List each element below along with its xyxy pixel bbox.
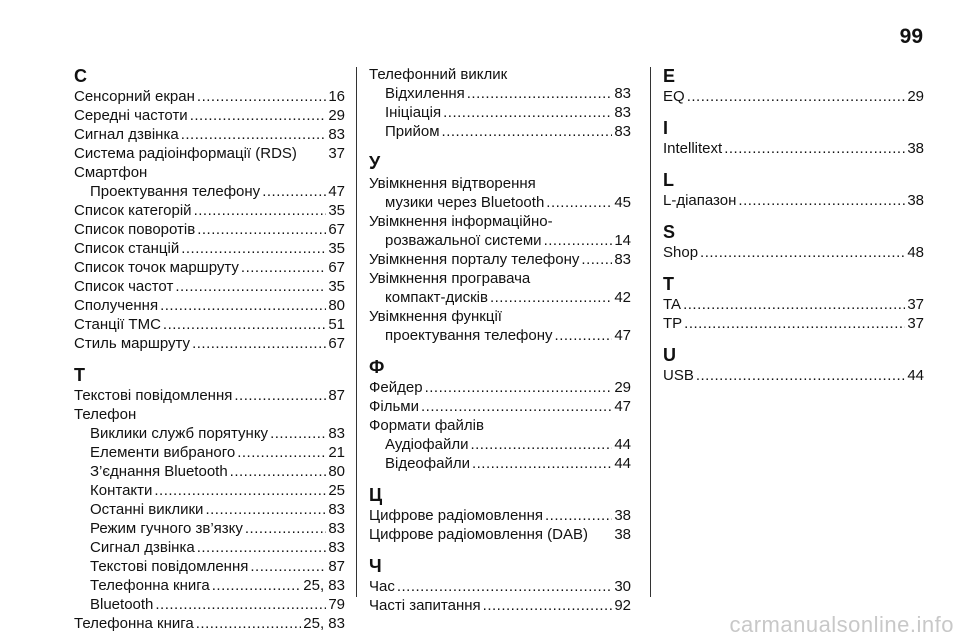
- index-entry: [369, 269, 631, 288]
- entry-page: 83: [328, 539, 345, 556]
- index-entry: [74, 144, 345, 163]
- section-letter: U: [663, 345, 676, 365]
- entry-page: 25, 83: [303, 615, 345, 632]
- entry-page: 80: [328, 297, 345, 314]
- entry-term: Фейдер: [369, 379, 423, 396]
- index-entry: [369, 65, 631, 84]
- dot-leader: [544, 231, 613, 250]
- index-subentry: [74, 462, 345, 481]
- section-letter: T: [663, 274, 674, 294]
- entry-page: 51: [328, 316, 345, 333]
- entry-term: Список точок маршруту: [74, 259, 239, 276]
- entry-page: 25: [328, 482, 345, 499]
- entry-term: Увімкнення відтворення: [369, 175, 536, 192]
- index-entry: [369, 397, 631, 416]
- entry-term: Цифрове радіомовлення (DAB): [369, 526, 588, 543]
- entry-term: L-діапазон: [663, 192, 737, 209]
- entry-term: Текстові повідомлення: [74, 387, 233, 404]
- entry-term: USB: [663, 367, 694, 384]
- dot-leader: [442, 122, 613, 141]
- index-entry: [369, 416, 631, 435]
- index-section: [663, 344, 924, 385]
- index-subentry: [369, 103, 631, 122]
- index-entry: [369, 506, 631, 525]
- dot-leader: [425, 378, 613, 397]
- dot-leader: [230, 462, 327, 481]
- entry-page: 29: [907, 88, 924, 105]
- entry-term: Прийом: [385, 123, 440, 140]
- entry-page: 29: [328, 107, 345, 124]
- entry-term: Телефон: [74, 406, 137, 423]
- index-entry: [74, 201, 345, 220]
- dot-leader: [483, 596, 613, 615]
- dot-leader: [175, 277, 326, 296]
- index-entry: [369, 525, 631, 544]
- entry-page: 21: [328, 444, 345, 461]
- dot-leader: [700, 243, 905, 262]
- dot-leader: [683, 295, 905, 314]
- column-divider: [356, 67, 357, 597]
- index-subentry: [369, 84, 631, 103]
- index-subentry: [74, 557, 345, 576]
- entry-term: компакт-дисків: [385, 289, 488, 306]
- dot-leader: [684, 314, 905, 333]
- index-section: [369, 356, 631, 473]
- entry-term: Фільми: [369, 398, 419, 415]
- entry-page: 38: [614, 507, 631, 524]
- watermark: carmanualsonline.info: [729, 612, 954, 637]
- entry-page: 67: [328, 259, 345, 276]
- entry-term: Режим гучного зв’язку: [90, 520, 243, 537]
- dot-leader: [181, 239, 326, 258]
- entry-term: Аудіофайли: [385, 436, 469, 453]
- entry-term: Сигнал дзвінка: [74, 126, 179, 143]
- entry-page: 92: [614, 597, 631, 614]
- entry-term: Цифрове радіомовлення: [369, 507, 543, 524]
- index-entry: [74, 405, 345, 424]
- entry-term: розважальної системи: [385, 232, 542, 249]
- dot-leader: [181, 125, 327, 144]
- entry-term: Увімкнення інформаційно-: [369, 213, 553, 230]
- entry-page: 35: [328, 240, 345, 257]
- dot-leader: [160, 296, 326, 315]
- dot-leader: [472, 454, 612, 473]
- dot-leader: [163, 315, 326, 334]
- dot-leader: [241, 258, 326, 277]
- section-letter: Ц: [369, 485, 383, 505]
- index-subentry: [74, 576, 345, 595]
- dot-leader: [237, 443, 326, 462]
- entry-page: 83: [328, 126, 345, 143]
- index-entry: [74, 334, 345, 353]
- section-letter: Т: [74, 365, 85, 385]
- entry-page: 38: [907, 192, 924, 209]
- entry-page: 44: [907, 367, 924, 384]
- entry-page: 87: [328, 558, 345, 575]
- index-entry: [369, 596, 631, 615]
- entry-page: 87: [328, 387, 345, 404]
- section-letter: I: [663, 118, 669, 138]
- index-subentry: [74, 500, 345, 519]
- section-letter: L: [663, 170, 674, 190]
- index-entry: [74, 125, 345, 144]
- entry-term: Часті запитання: [369, 597, 481, 614]
- entry-page: 38: [907, 140, 924, 157]
- index-entry: [663, 295, 924, 314]
- entry-term: Список категорій: [74, 202, 192, 219]
- index-entry: [74, 296, 345, 315]
- index-entry: [369, 250, 631, 269]
- dot-leader: [212, 576, 302, 595]
- index-subentry: [369, 435, 631, 454]
- dot-leader: [581, 250, 612, 269]
- entry-term: Список частот: [74, 278, 174, 295]
- entry-page: 35: [328, 202, 345, 219]
- index-entry: [74, 258, 345, 277]
- entry-term: Середні частоти: [74, 107, 188, 124]
- entry-term: Смартфон: [74, 164, 148, 181]
- entry-page: 67: [328, 335, 345, 352]
- entry-page: 83: [328, 425, 345, 442]
- index-subentry: [369, 193, 631, 212]
- entry-term: Intellitext: [663, 140, 723, 157]
- entry-page: 37: [907, 315, 924, 332]
- index-entry: [369, 212, 631, 231]
- index-subentry: [74, 424, 345, 443]
- index-subentry: [369, 122, 631, 141]
- entry-page: 47: [614, 398, 631, 415]
- dot-leader: [154, 481, 326, 500]
- dot-leader: [696, 366, 905, 385]
- dot-leader: [245, 519, 326, 538]
- dot-leader: [262, 182, 326, 201]
- entry-term: Проектування телефону: [90, 183, 261, 200]
- index-entry: [663, 87, 924, 106]
- index-entry: [74, 239, 345, 258]
- entry-term: Відхилення: [385, 85, 465, 102]
- index-entry: [74, 163, 345, 182]
- index-section: [663, 65, 924, 106]
- section-letter: S: [663, 222, 676, 242]
- dot-leader: [555, 326, 613, 345]
- dot-leader: [397, 577, 612, 596]
- index-section: [74, 364, 345, 633]
- entry-term: Виклики служб порятунку: [90, 425, 269, 442]
- dot-leader: [270, 424, 326, 443]
- entry-term: Телефонна книга: [90, 577, 210, 594]
- index-section: [74, 65, 345, 353]
- index-entry: [74, 315, 345, 334]
- index-subentry: [74, 481, 345, 500]
- dot-leader: [197, 220, 326, 239]
- section-letter: С: [74, 66, 87, 86]
- dot-leader: [421, 397, 612, 416]
- entry-term: Система радіоінформації (RDS): [74, 145, 297, 162]
- entry-page: 16: [328, 88, 345, 105]
- index-subentry: [74, 443, 345, 462]
- entry-term: Bluetooth: [90, 596, 154, 613]
- dot-leader: [443, 103, 612, 122]
- section-letter: Ч: [369, 556, 382, 576]
- dot-leader: [738, 191, 905, 210]
- entry-page: 48: [907, 244, 924, 261]
- entry-page: 83: [614, 85, 631, 102]
- dot-leader: [467, 84, 613, 103]
- dot-leader: [155, 595, 326, 614]
- entry-term: Shop: [663, 244, 699, 261]
- entry-term: TA: [663, 296, 682, 313]
- column-divider: [650, 67, 651, 597]
- dot-leader: [192, 334, 326, 353]
- index-section: [663, 221, 924, 262]
- index-subentry: [369, 326, 631, 345]
- entry-page: 83: [614, 123, 631, 140]
- index-entry: [663, 139, 924, 158]
- index-entry: [369, 174, 631, 193]
- dot-leader: [197, 87, 326, 106]
- index-column-2: [369, 65, 631, 626]
- section-letter: Ф: [369, 357, 385, 377]
- dot-leader: [234, 386, 326, 405]
- entry-page: 30: [614, 578, 631, 595]
- entry-term: Список станцій: [74, 240, 180, 257]
- index-entry: [369, 307, 631, 326]
- entry-term: проектування телефону: [385, 327, 553, 344]
- index-entry: [74, 386, 345, 405]
- index-column-1: [74, 65, 345, 644]
- entry-term: Список поворотів: [74, 221, 196, 238]
- dot-leader: [724, 139, 905, 158]
- index-entry: [74, 277, 345, 296]
- dot-leader: [490, 288, 612, 307]
- entry-term: Відеофайли: [385, 455, 470, 472]
- index-entry: [74, 614, 345, 633]
- entry-term: Останні виклики: [90, 501, 204, 518]
- entry-page: 37: [328, 145, 345, 162]
- entry-page: 44: [614, 436, 631, 453]
- entry-page: 38: [614, 526, 631, 543]
- entry-page: 47: [614, 327, 631, 344]
- index-section: [369, 152, 631, 345]
- entry-page: 35: [328, 278, 345, 295]
- entry-term: Увімкнення функції: [369, 308, 502, 325]
- entry-page: 83: [328, 520, 345, 537]
- index-entry: [369, 577, 631, 596]
- entry-page: 80: [328, 463, 345, 480]
- index-subentry: [369, 454, 631, 473]
- entry-term: EQ: [663, 88, 685, 105]
- entry-term: Телефонна книга: [74, 615, 194, 632]
- entry-page: 79: [328, 596, 345, 613]
- section-letter: У: [369, 153, 381, 173]
- entry-term: Текстові повідомлення: [90, 558, 249, 575]
- dot-leader: [197, 538, 327, 557]
- index-entry: [74, 106, 345, 125]
- index-entry: [663, 314, 924, 333]
- entry-term: Сполучення: [74, 297, 159, 314]
- index-subentry: [74, 538, 345, 557]
- entry-term: Телефонний виклик: [369, 66, 508, 83]
- index-section: [369, 484, 631, 544]
- entry-page: 29: [614, 379, 631, 396]
- entry-page: 67: [328, 221, 345, 238]
- index-entry: [663, 191, 924, 210]
- index-column-3: [663, 65, 924, 396]
- entry-term: TP: [663, 315, 683, 332]
- index-subentry: [369, 288, 631, 307]
- entry-page: 44: [614, 455, 631, 472]
- entry-page: 45: [614, 194, 631, 211]
- entry-term: Стиль маршруту: [74, 335, 191, 352]
- entry-page: 42: [614, 289, 631, 306]
- page-number: 99: [899, 25, 923, 48]
- index-subentry: [74, 182, 345, 201]
- dot-leader: [194, 201, 327, 220]
- entry-page: 14: [614, 232, 631, 249]
- dot-leader: [470, 435, 612, 454]
- entry-page: 25, 83: [303, 577, 345, 594]
- entry-term: Сенсорний екран: [74, 88, 195, 105]
- entry-term: Час: [369, 578, 395, 595]
- entry-term: З’єднання Bluetooth: [90, 463, 228, 480]
- index-subentry: [74, 595, 345, 614]
- entry-term: Увімкнення програвача: [369, 270, 531, 287]
- entry-page: 83: [614, 251, 631, 268]
- dot-leader: [190, 106, 327, 125]
- index-entry: [74, 87, 345, 106]
- dot-leader: [196, 614, 302, 633]
- index-subentry: [74, 519, 345, 538]
- index-entry: [74, 220, 345, 239]
- dot-leader: [687, 87, 906, 106]
- entry-term: Станції TMC: [74, 316, 161, 333]
- dot-leader: [250, 557, 326, 576]
- section-letter: E: [663, 66, 676, 86]
- index-section: [369, 65, 631, 141]
- entry-page: 37: [907, 296, 924, 313]
- entry-term: Сигнал дзвінка: [90, 539, 195, 556]
- index-section: [663, 169, 924, 210]
- dot-leader: [205, 500, 326, 519]
- entry-page: 47: [328, 183, 345, 200]
- entry-term: Ініціація: [385, 104, 442, 121]
- index-section: [663, 273, 924, 333]
- entry-page: 83: [328, 501, 345, 518]
- entry-term: музики через Bluetooth: [385, 194, 545, 211]
- entry-term: Елементи вибраного: [90, 444, 236, 461]
- index-section: [663, 117, 924, 158]
- entry-term: Увімкнення порталу телефону: [369, 251, 580, 268]
- dot-leader: [546, 193, 612, 212]
- entry-page: 83: [614, 104, 631, 121]
- index-subentry: [369, 231, 631, 250]
- index-entry: [369, 378, 631, 397]
- index-section: [369, 555, 631, 615]
- entry-term: Контакти: [90, 482, 153, 499]
- index-entry: [663, 243, 924, 262]
- index-entry: [663, 366, 924, 385]
- dot-leader: [545, 506, 612, 525]
- entry-term: Формати файлів: [369, 417, 484, 434]
